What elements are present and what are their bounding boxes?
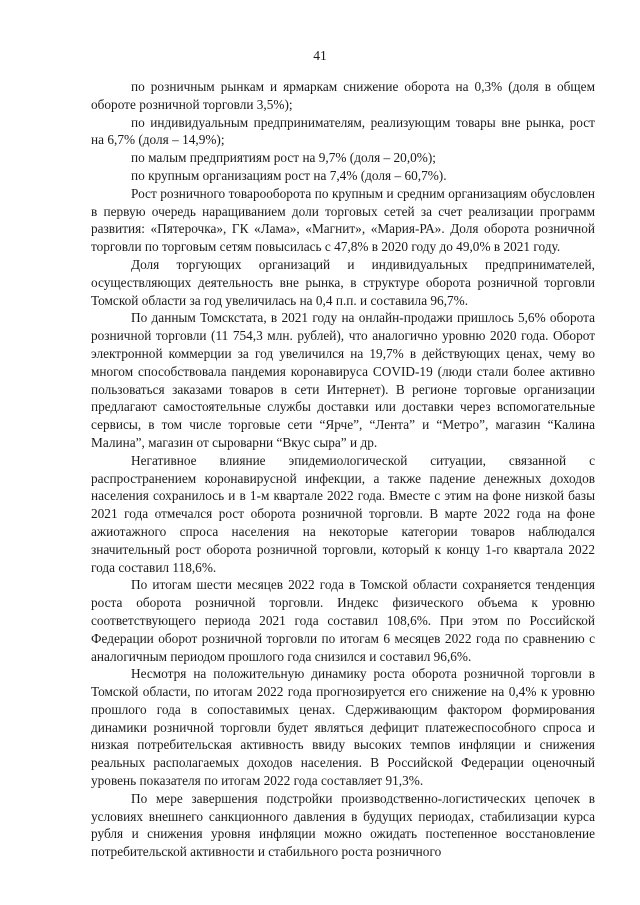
- document-body: [91, 78, 595, 861]
- paragraph-individual-entrepreneurs: по индивидуальным предпринимателям, реализующим товары вне рынка, рост на 6,7% (доля – 14,9%);: [91, 114, 595, 148]
- paragraph-future-outlook: По мере завершения подстройки производственно-логистических цепочек в условиях внешнего санкционного давления в будущих периодах, стабилизации курса рубля и снижения уровня инфляции можно ожидать постепенное восстановление потребительской активности и стабильного роста розничного: [91, 790, 595, 860]
- paragraph-2022-forecast: Несмотря на положительную динамику роста оборота розничной торговли в Томской области, по итогам 2022 года прогнозируется его снижение на 0,4% к уровню прошлого года в сопоставимых ценах. Сдерживающим фактором формирования динамики розничной торговли будет являться дефицит платежеспособного спроса и низкая потребительская активность ввиду высоких темпов инфляции и снижения реальных располагаемых доходов населения. В Российской Федерации оценочный уровень показателя по итогам 2022 года составляет 91,3%.: [91, 666, 595, 789]
- paragraph-large-organizations: по крупным организациям рост на 7,4% (доля – 60,7%).: [131, 167, 447, 183]
- paragraph-retail-chains: Рост розничного товарооборота по крупным и средним организациям обусловлен в первую очередь наращиванием доли торговых сетей за счет реализации программ развития: «Пятерочка», ГК «Лама», «Магнит», «Мария-РА». Доля оборота розничной торговли по торговым сетям повысилась с 47,8% в 2020 году до 49,0% в 2021 году.: [91, 185, 595, 255]
- paragraph-six-months-results: По итогам шести месяцев 2022 года в Томской области сохраняется тенденция роста оборота розничной торговли. Индекс физического объема к уровню соответствующего периода 2021 года составил 108,6%. При этом по Российской Федерации оборот розничной торговли по итогам 6 месяцев 2022 года по сравнению с аналогичным периодом прошлого года снизился и составил 96,6%.: [91, 577, 595, 664]
- paragraph-small-enterprises: по малым предприятиям рост на 9,7% (доля – 20,0%);: [131, 150, 436, 166]
- paragraph-pandemic-impact: Негативное влияние эпидемиологической ситуации, связанной с распространением коронавирусной инфекции, а также падение денежных доходов населения сохранилось и в 1-м квартале 2022 года. Вместе с этим на фоне низкой базы 2021 года отмечался рост оборота розничной торговли. В марте 2022 года на фоне ажиотажного спроса населения на некоторые категории товаров наблюдался значительный рост оборота розничной торговли, который к концу 1-го квартала 2022 года составил 118,6%.: [91, 452, 595, 575]
- paragraph-retail-markets: по розничным рынкам и ярмаркам снижение оборота на 0,3% (доля в общем обороте розничной торговли 3,5%);: [91, 79, 595, 112]
- page-number: 41: [313, 48, 327, 63]
- paragraph-online-sales: По данным Томскстата, в 2021 году на онлайн-продажи пришлось 5,6% оборота розничной торговли (11 754,3 млн. рублей), что аналогично уровню 2020 года. Оборот электронной коммерции за год увеличился на 19,7% в действующих ценах, чему во многом способствовала пандемия коронавируса COVID-19 (люди стали более активно пользоваться заказами товаров в сети Интернет). В регионе торговые организации предлагают самостоятельные службы доставки или доставки через вспомогательные сервисы, в том числе торговые сети “Ярче”, “Лента” и “Метро”, магазин “Калина Малина”, магазин от сыроварни “Вкус сыра” и др.: [91, 310, 595, 450]
- paragraph-off-market-share: Доля торгующих организаций и индивидуальных предпринимателей, осуществляющих деятельность вне рынка, в структуре оборота розничной торговли Томской области за год увеличилась на 0,4 п.п. и составила 96,7%.: [91, 256, 595, 308]
